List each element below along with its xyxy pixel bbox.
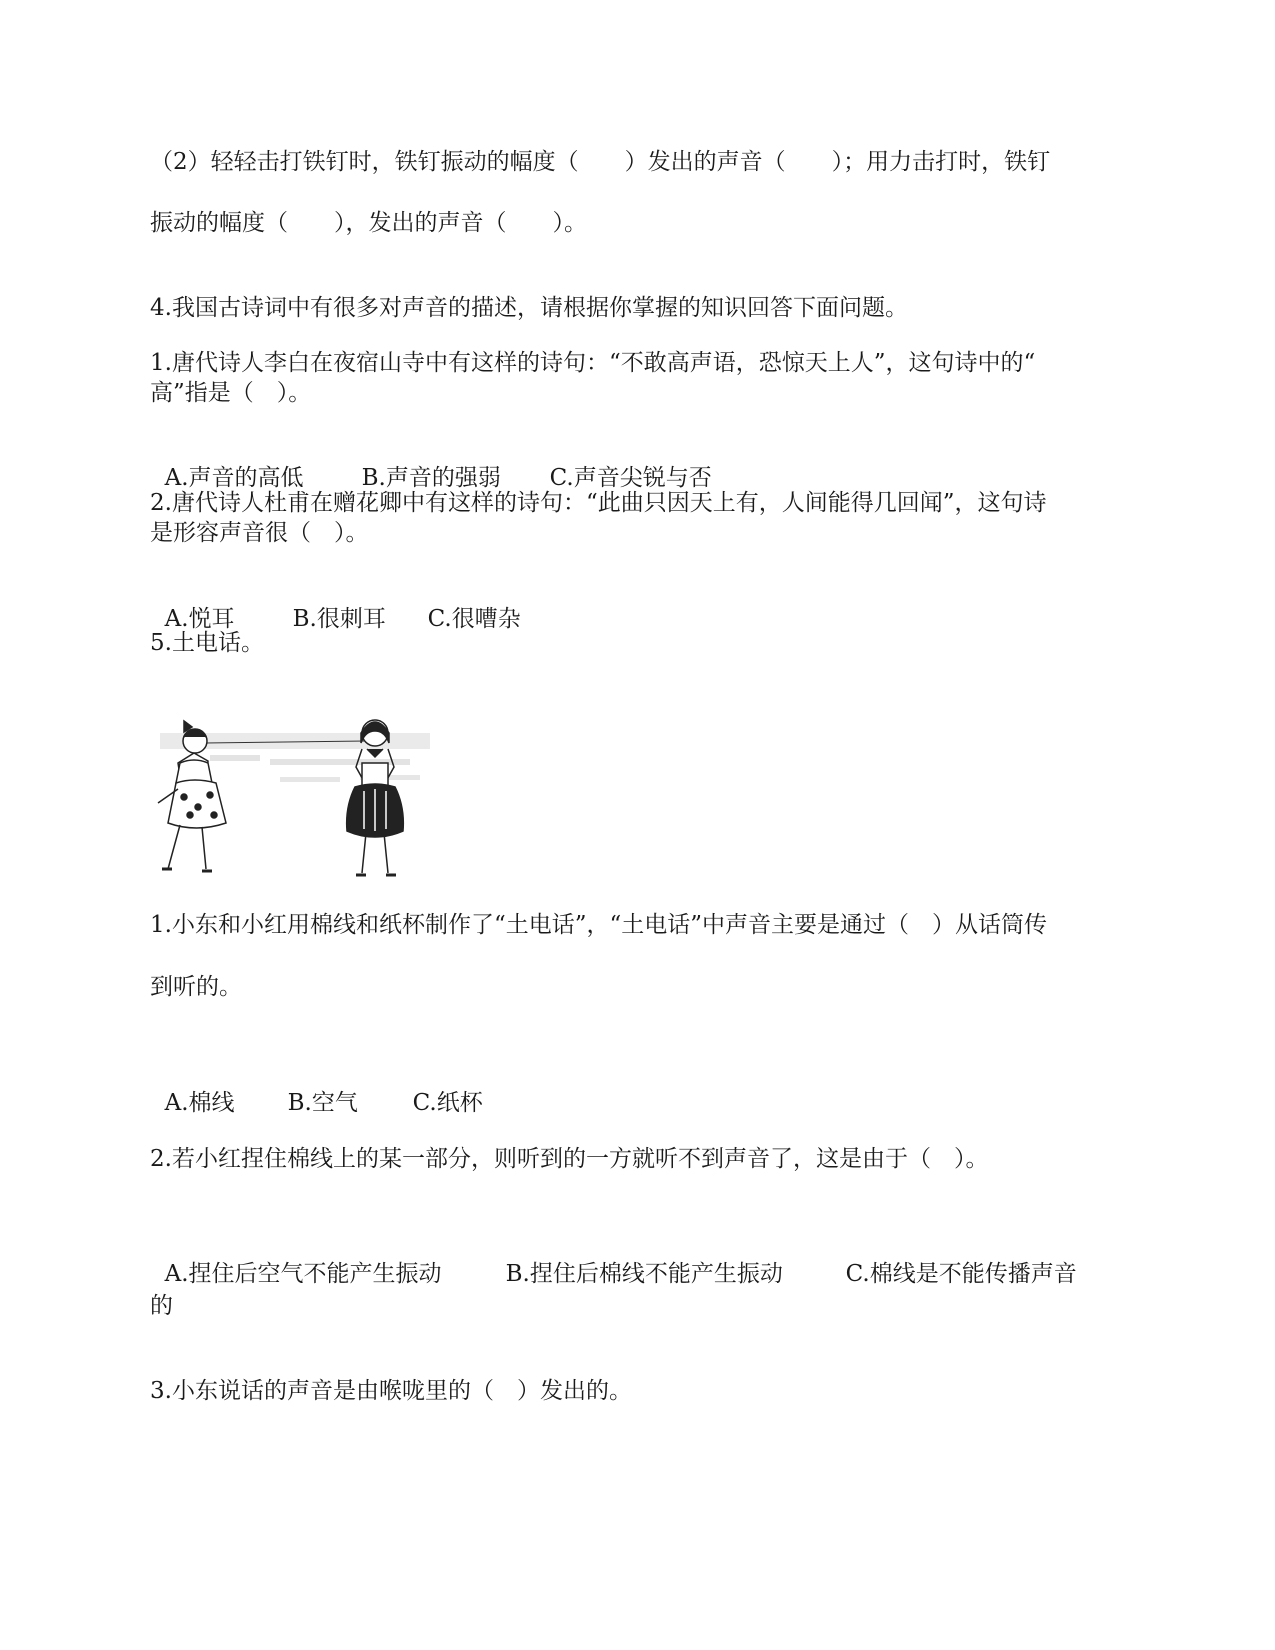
q5-sub1-options xyxy=(150,1058,483,1118)
q4-sub2-options xyxy=(150,574,521,634)
q4-stem: 4.我国古诗词中有很多对声音的描述，请根据你掌握的知识回答下面问题。 xyxy=(150,295,908,321)
option-a: A.悦耳 xyxy=(164,606,235,632)
option-c: C.很嘈杂 xyxy=(427,606,521,632)
q5-sub1-line2: 到听的。 xyxy=(150,974,242,1000)
option-a: A.棉线 xyxy=(164,1090,235,1116)
q5-sub2-options xyxy=(150,1229,1077,1289)
option-c: C.棉线是不能传播声音 xyxy=(845,1261,1077,1287)
q5-sub1-line1: 1.小东和小红用棉线和纸杯制作了“土电话”，“土电话”中声音主要是通过（ ）从话筒传 xyxy=(150,912,1047,938)
q3-sub2-line1: （2）轻轻击打铁钉时，铁钉振动的幅度（ ）发出的声音（ ）；用力击打时，铁钉 xyxy=(150,149,1051,175)
option-c: C.纸杯 xyxy=(412,1090,483,1116)
option-a: A.声音的高低 xyxy=(164,465,304,491)
option-c: C.声音尖锐与否 xyxy=(549,465,712,491)
q5-sub3-stem: 3.小东说话的声音是由喉咙里的（ ）发出的。 xyxy=(150,1378,632,1404)
q4-sub1-line2: 高”指是（ ）。 xyxy=(150,380,312,406)
q5-stem: 5.土电话。 xyxy=(150,630,264,656)
q4-sub2-line2: 是形容声音很（ ）。 xyxy=(150,520,369,546)
q4-sub2-line1: 2.唐代诗人杜甫在赠花卿中有这样的诗句：“此曲只因天上有，人间能得几回闻”，这句诗 xyxy=(150,490,1047,516)
option-b: B.很刺耳 xyxy=(292,606,386,632)
option-a: A.捏住后空气不能产生振动 xyxy=(164,1261,442,1287)
option-b: B.空气 xyxy=(287,1090,358,1116)
string-telephone-illustration xyxy=(150,715,435,895)
option-b: B.声音的强弱 xyxy=(361,465,501,491)
q5-sub2-stem: 2.若小红捏住棉线上的某一部分，则听到的一方就听不到声音了，这是由于（ ）。 xyxy=(150,1146,989,1172)
q5-sub2-options-wrap: 的 xyxy=(150,1293,173,1319)
q4-sub1-options xyxy=(150,433,712,493)
option-b: B.捏住后棉线不能产生振动 xyxy=(505,1261,783,1287)
q4-sub1-line1: 1.唐代诗人李白在夜宿山寺中有这样的诗句：“不敢高声语，恐惊天上人”，这句诗中的“ xyxy=(150,350,1036,376)
q3-sub2-line2: 振动的幅度（ ），发出的声音（ ）。 xyxy=(150,210,587,236)
